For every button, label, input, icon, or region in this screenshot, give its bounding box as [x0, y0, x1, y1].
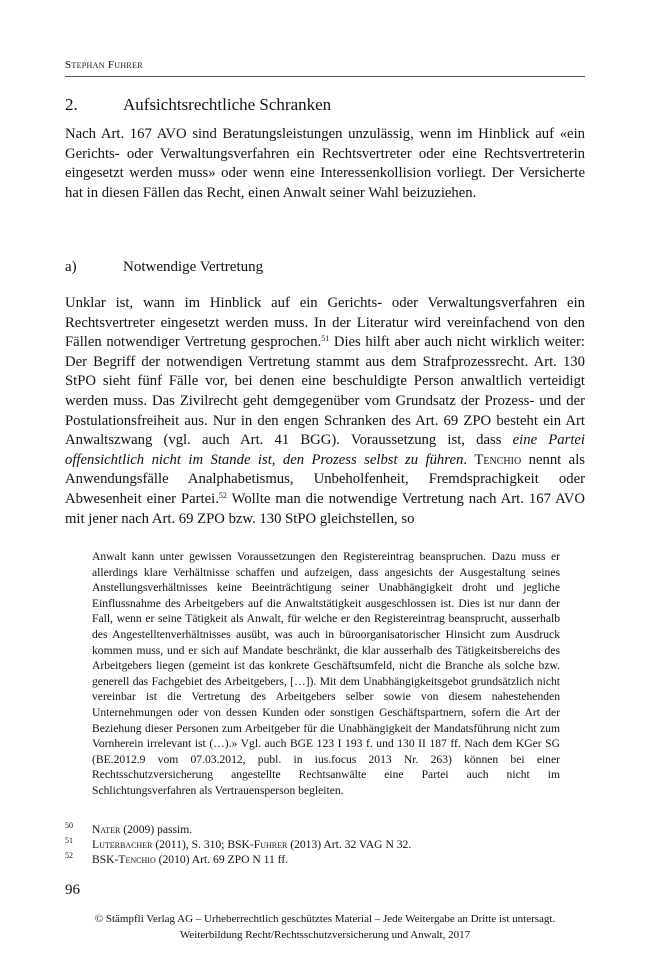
- footnote-number: 50: [65, 821, 73, 830]
- footnote-number: 52: [65, 851, 73, 860]
- subsection-title: Notwendige Vertretung: [123, 259, 264, 275]
- footnote-text: [92, 822, 192, 837]
- footnote-continuation: Anwalt kann unter gewissen Voraussetzungen den Registereintrag beanspruchen. Dazu muss er allerdings klare Verhältnisse schaffen und aufzeigen, dass angesichts der Ausgestaltung seines Anstellungsverhältnisses keine Beeinträchtigung seiner Unabhängigkeit droht und jegliche Einflussnahme des Arbeitgebers auf die Anwaltstätigkeit ausgeschlossen ist. Dies ist nur dann der Fall, wenn er seine Tätigkeit als Anwalt, für welche er den Registereintrag beansprucht, ausserhalb des Angestelltenverhältnisses ausübt, was auch in büroorganisatorischer Hinsicht zum Ausdruck kommen muss, und er sich auf Mandate beschränkt, die klar ausserhalb des Tätigkeitsbereichs des Arbeitgebers liegen (gemeint ist das konkrete Geschäftsumfeld, nicht die Branche als solche bzw. generell das Fachgebiet des Arbeitgebers, […]). Mit dem Unabhängigkeitsgebot grundsätzlich nicht vereinbar ist die Vertretung des Arbeitgebers selber sowie von diesem nahestehenden Unternehmungen oder von dessen Kunden oder sonstigen Geschäftspartnern, sofern die Art der Beziehung dieser Personen zum Arbeitgeber für die Unabhängigkeit der Mandatsführung nicht zum Vornherein irrelevant ist (…).» Vgl. auch BGE 123 I 193 f. und 130 II 187 ff. Nach dem KGer SG (BE.2012.9 vom 07.03.2012, publ. in ius.focus 2013 Nr. 263) können bei einer Rechtsschutzversicherung angestellte Rechtsanwälte eine Partei auch nicht im Schlichtungsverfahren als Vertrauensperson begleiten.: [92, 550, 560, 797]
- footnote-author: Fuhrer: [253, 838, 288, 851]
- page-number: 96: [65, 882, 80, 898]
- body-text-2: Dies hilft aber auch nicht wirklich weiter: Der Begriff der notwendigen Vertretung stammt aus dem Strafprozessrecht. Art. 130 StPO sieht fünf Fälle vor, bei denen eine beschuldigte Person anwaltlich verteidigt werden muss. Das Zivilrecht geht demgegenüber vom Grundsatz der Prozess- und der Postulationsfreiheit aus. Nur in den engen Schranken des Art. 69 ZPO besteht ein Art Anwaltszwang (vgl. auch Art. 41 BGG). Voraussetzung ist, dass: [65, 334, 585, 449]
- footnote-text: [92, 852, 288, 867]
- section-number: 2.: [65, 95, 78, 114]
- footnote-citation: (2010) Art. 69 ZPO N 11 ff.: [155, 853, 289, 866]
- publication-footer: Weiterbildung Recht/Rechtsschutzversicherung und Anwalt, 2017: [179, 929, 471, 941]
- footnote-number: 51: [65, 836, 73, 845]
- footnote-author: Nater: [92, 823, 121, 836]
- subsection-number: a): [65, 259, 77, 275]
- body-text-4: nennt als Anwendungsfälle Analphabetismus, Unbeholfenheit, Fremdsprachigkeit oder Abwesenheit einer Partei.: [65, 451, 585, 507]
- running-header: Stephan Fuhrer: [65, 59, 143, 71]
- body-text-5: Wollte man die notwendige Vertretung nach Art. 167 AVO mit jener nach Art. 69 ZPO bzw. 130 StPO gleichstellen, so: [65, 490, 585, 527]
- subsection-heading: [65, 259, 263, 276]
- intro-paragraph: Nach Art. 167 AVO sind Beratungsleistungen unzulässig, wenn im Hinblick auf «ein Gerichts- oder Verwaltungsverfahren ein Rechtsvertreter oder eine Rechtsvertreterin eingesetzt werden muss» oder wenn eine Interessenkollision vorliegt. Der Versicherte hat in diesen Fällen das Recht, einen Anwalt seiner Wahl beizuziehen.: [65, 126, 585, 201]
- footnote-ref-52[interactable]: 52: [218, 490, 227, 500]
- footnote-citation: (2013) Art. 32 VAG N 32.: [287, 838, 412, 851]
- footnote-citation: (2011), S. 310; BSK-: [152, 838, 254, 851]
- copyright-footer: © Stämpfli Verlag AG – Urheberrechtlich geschütztes Material – Jede Weitergabe an Dritte ist untersagt.: [94, 913, 556, 925]
- header-rule: [65, 76, 585, 77]
- body-text-1: Unklar ist, wann im Hinblick auf ein Gerichts- oder Verwaltungsverfahren ein Rechtsvertreter eingesetzt werden muss. In der Literatur wird vereinfachend von den Fällen notwendiger Vertretung gesprochen.: [65, 295, 585, 351]
- footnote-author: Tenchio: [118, 853, 156, 866]
- body-text-3: .: [463, 451, 475, 468]
- footnote-citation: (2009) passim.: [120, 823, 193, 836]
- section-title: Aufsichtsrechtliche Schranken: [123, 95, 332, 114]
- footnote-author: Luterbacher: [92, 838, 153, 851]
- body-italic-quote: eine Partei offensichtlich nicht im Stande ist, den Prozess selbst zu führen: [65, 432, 585, 468]
- body-paragraph: [65, 294, 585, 529]
- body-author-tenchio: Tenchio: [474, 451, 522, 468]
- footnote-citation: BSK-: [92, 853, 119, 866]
- footnote-text: [92, 837, 411, 852]
- section-heading: [65, 95, 331, 115]
- footnote-ref-51[interactable]: 51: [321, 334, 330, 344]
